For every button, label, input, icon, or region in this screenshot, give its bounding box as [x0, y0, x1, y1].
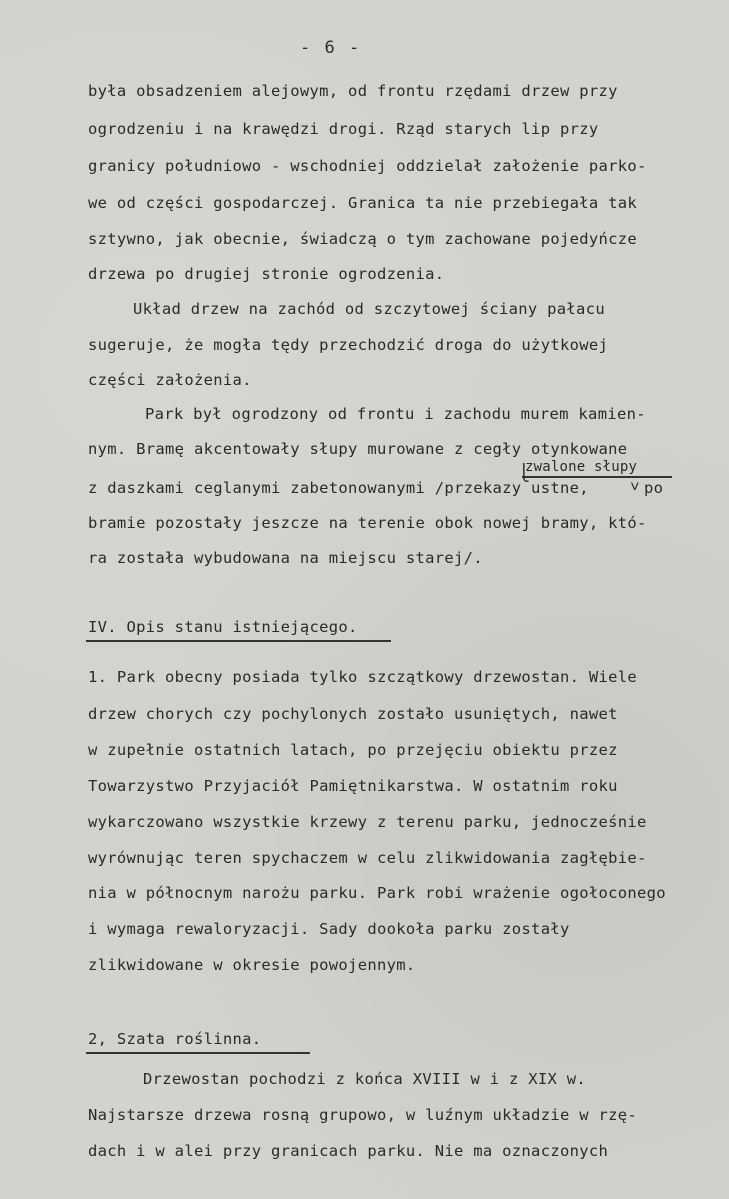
text-line: sztywno, jak obecnie, świadczą o tym zachowane pojedyńcze: [88, 230, 638, 248]
text-line: we od części gospodarczej. Granica ta nie przebiegała tak: [88, 194, 638, 212]
text-line: ra została wybudowana na miejscu starej/.: [88, 549, 483, 567]
handwritten-insertion: zwalone słupy: [525, 459, 638, 475]
text-line: dach i w alei przy granicach parku. Nie ma oznaczonych: [88, 1142, 609, 1160]
text-line-tail: po: [644, 479, 664, 497]
text-line: wyrównując teren spychaczem w celu zlikwidowania zagłębie-: [88, 849, 647, 867]
subsection-heading-underline: [86, 1052, 310, 1054]
text-line: i wymaga rewaloryzacji. Sady dookoła parku zostały: [88, 920, 570, 938]
text-line: była obsadzeniem alejowym, od frontu rzędami drzew przy: [88, 82, 618, 100]
text-line: Towarzystwo Przyjaciół Pamiętnikarstwa. W ostatnim roku: [88, 777, 618, 795]
text-line: części założenia.: [88, 371, 252, 389]
insertion-underline: [522, 476, 672, 478]
text-line: z daszkami ceglanymi zabetonowanymi /przekazy ustne,: [88, 479, 589, 497]
text-line: granicy południowo - wschodniej oddzielał założenie parko-: [88, 157, 647, 175]
section-heading: IV. Opis stanu istniejącego.: [88, 618, 358, 636]
insertion-bracket-icon: ⎩: [519, 463, 529, 482]
text-line: wykarczowano wszystkie krzewy z terenu parku, jednocześnie: [88, 813, 647, 831]
text-line: zlikwidowane w okresie powojennym.: [88, 956, 416, 974]
text-line: 1. Park obecny posiada tylko szczątkowy drzewostan. Wiele: [88, 668, 638, 686]
page-number: - 6 -: [300, 38, 362, 58]
text-line: Park był ogrodzony od frontu i zachodu murem kamien-: [145, 405, 646, 423]
text-line: bramie pozostały jeszcze na terenie obok nowej bramy, któ-: [88, 514, 647, 532]
section-heading-underline: [86, 640, 391, 642]
text-line: w zupełnie ostatnich latach, po przejęciu obiektu przez: [88, 741, 618, 759]
insertion-caret-icon: ˅: [630, 477, 640, 496]
text-line: sugeruje, że mogła tędy przechodzić droga do użytkowej: [88, 336, 609, 354]
text-line: ogrodzeniu i na krawędzi drogi. Rząd starych lip przy: [88, 120, 599, 138]
text-line: Drzewostan pochodzi z końca XVIII w i z XIX w.: [143, 1070, 587, 1088]
text-line: Układ drzew na zachód od szczytowej ściany pałacu: [133, 300, 605, 318]
text-line: nia w północnym narożu parku. Park robi wrażenie ogołoconego: [88, 884, 666, 902]
text-line: Najstarsze drzewa rosną grupowo, w luźnym układzie w rzę-: [88, 1106, 638, 1124]
text-line: nym. Bramę akcentowały słupy murowane z cegły otynkowane: [88, 440, 628, 458]
text-line: drzew chorych czy pochylonych zostało usuniętych, nawet: [88, 705, 618, 723]
subsection-heading: 2, Szata roślinna.: [88, 1030, 262, 1048]
text-line: drzewa po drugiej stronie ogrodzenia.: [88, 265, 445, 283]
